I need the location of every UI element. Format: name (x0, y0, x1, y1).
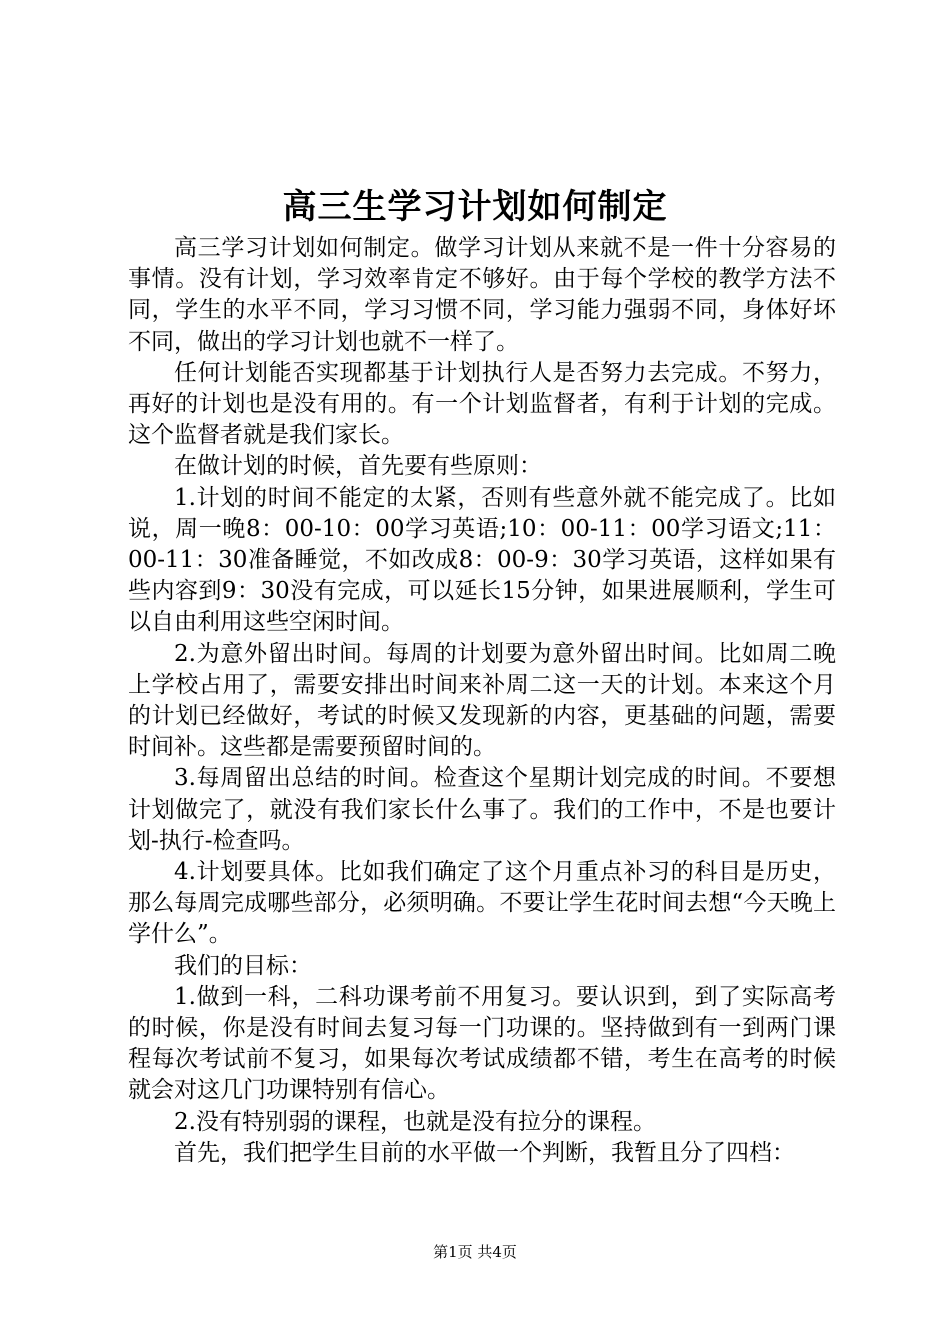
paragraph: 1.计划的时间不能定的太紧，否则有些意外就不能完成了。比如说，周一晚8：00-10：00学习英语;10：00-11：00学习语文;11：00-11：30准备睡觉，不如改成8：00-9：30学习英语，这样如果有些内容到9：30没有完成，可以延长15分钟，如果进展顺利，学生可以自由利用这些空闲时间。 (128, 484, 836, 636)
paragraph: 首先，我们把学生目前的水平做一个判断，我暂且分了四档： (174, 1139, 795, 1166)
document-body (128, 233, 836, 1169)
paragraph: 4.计划要具体。比如我们确定了这个月重点补习的科目是历史，那么每周完成哪些部分，必须明确。不要让学生花时间去想“今天晚上学什么”。 (128, 859, 836, 948)
document-title: 高三生学习计划如何制定 (282, 187, 668, 227)
paragraph: 3.每周留出总结的时间。检查这个星期计划完成的时间。不要想计划做完了，就没有我们家长什么事了。我们的工作中，不是也要计划-执行-检查吗。 (128, 765, 836, 854)
paragraph: 任何计划能否实现都基于计划执行人是否努力去完成。不努力，再好的计划也是没有用的。有一个计划监督者，有利于计划的完成。这个监督者就是我们家长。 (128, 359, 836, 449)
paragraph: 高三学习计划如何制定。做学习计划从来就不是一件十分容易的事情。没有计划，学习效率肯定不够好。由于每个学校的教学方法不同，学生的水平不同，学习习惯不同，学习能力强弱不同，身体好坏不同，做出的学习计划也就不一样了。 (128, 235, 836, 355)
paragraph: 在做计划的时候，首先要有些原则： (174, 453, 542, 480)
paragraph: 2.为意外留出时间。每周的计划要为意外留出时间。比如周二晚上学校占用了，需要安排出时间来补周二这一天的计划。本来这个月的计划已经做好，考试的时候又发现新的内容，更基础的问题，需要时间补。这些都是需要预留时间的。 (128, 640, 836, 761)
paragraph: 1.做到一科，二科功课考前不用复习。要认识到，到了实际高考的时候，你是没有时间去复习每一门功课的。坚持做到有一到两门课程每次考试前不复习，如果每次考试成绩都不错，考生在高考的时候就会对这几门功课特别有信心。 (128, 983, 836, 1104)
page-footer: 第1页 共4页 (433, 1243, 517, 1261)
paragraph: 2.没有特别弱的课程，也就是没有拉分的课程。 (174, 1108, 656, 1135)
paragraph: 我们的目标： (174, 952, 312, 979)
